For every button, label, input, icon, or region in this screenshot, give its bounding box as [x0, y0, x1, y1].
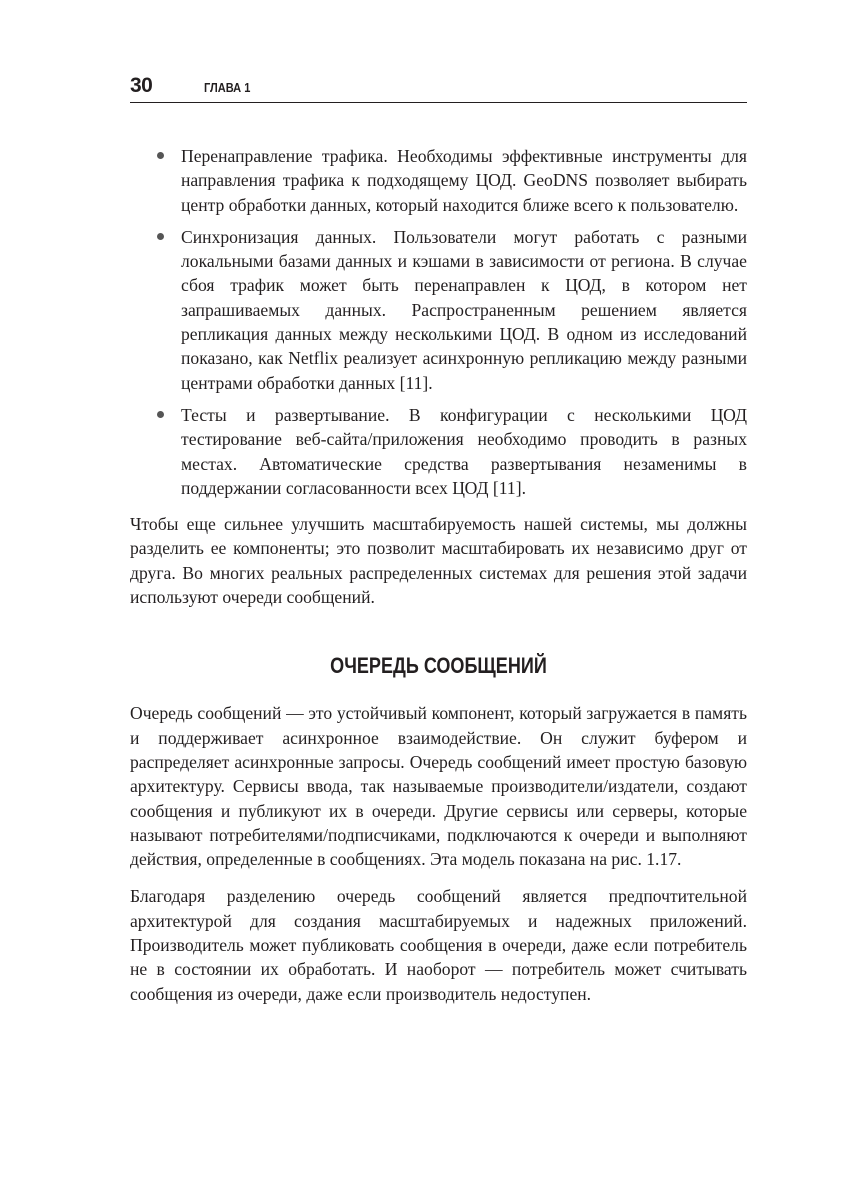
bullet-dot-icon: [157, 233, 164, 240]
list-item-text: Тесты и развертывание. В конфигурации с несколькими ЦОД тестирование веб-сайта/приложения необходимо проводить в разных местах. Автоматические средства развертывания незаменимы в поддержании согласованности всех ЦОД [11].: [181, 404, 747, 498]
list-item: [181, 225, 747, 395]
section-paragraph: Благодаря разделению очередь сообщений является предпочтительной архитектурой для создания масштабируемых и надежных приложений. Производитель может публиковать сообщения в очереди, даже если потребитель не в состоянии их обработать. И наоборот — потребитель может считывать сообщения из очереди, даже если производитель недоступен.: [130, 886, 747, 1004]
section-paragraph: Очередь сообщений — это устойчивый компонент, который загружается в память и поддерживает асинхронное взаимодействие. Он служит буфером и распределяет асинхронные запросы. Очередь сообщений имеет простую базовую архитектуру. Сервисы ввода, так называемые производители/издатели, создают сообщения и публикуют их в очереди. Другие сервисы или серверы, которые называют потребителями/подписчиками, подключаются к очереди и выполняют действия, определенные в сообщениях. Эта модель показана на рис. 1.17.: [130, 703, 747, 870]
running-head: [130, 72, 747, 103]
section-heading: ОЧЕРЕДЬ СООБЩЕНИЙ: [330, 653, 547, 679]
page-body: [130, 144, 747, 1006]
page-number: 30: [130, 74, 153, 97]
bullet-dot-icon: [157, 152, 164, 159]
bullet-list: [130, 144, 747, 500]
list-item: [181, 144, 747, 217]
list-item-text: Синхронизация данных. Пользователи могут работать с разными локальными базами данных и кэшами в зависимости от региона. В случае сбоя трафик может быть перенаправлен к ЦОД, в котором нет запрашиваемых данных. Распространенным решением является репликация данных между несколькими ЦОД. В одном из исследований показано, как Netflix реализует асинхронную репликацию между разными центрами обработки данных [11].: [181, 226, 747, 393]
intro-paragraph: Чтобы еще сильнее улучшить масштабируемость нашей системы, мы должны разделить ее компоненты; это позволит масштабировать их независимо друг от друга. Во многих реальных распределенных системах для решения этой задачи используют очереди сообщений.: [130, 514, 747, 608]
list-item: [181, 403, 747, 500]
chapter-label: ГЛАВА 1: [204, 80, 251, 95]
bullet-dot-icon: [157, 411, 164, 418]
list-item-text: Перенаправление трафика. Необходимы эффективные инструменты для направления трафика к подходящему ЦОД. GeoDNS позволяет выбирать центр обработки данных, который находится ближе всего к пользователю.: [181, 146, 747, 215]
